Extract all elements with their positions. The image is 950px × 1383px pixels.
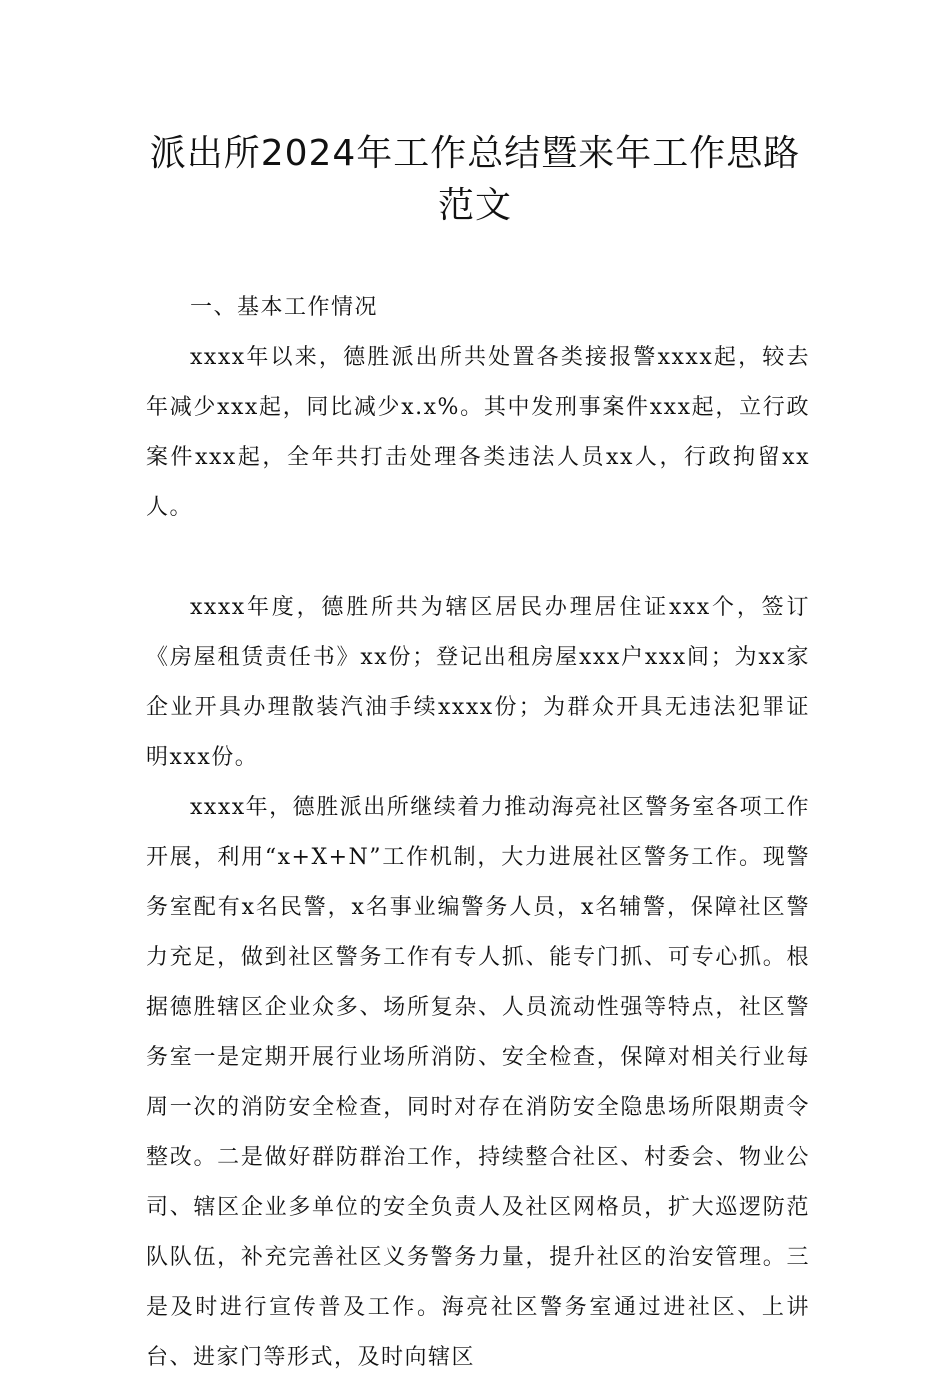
paragraph-gap — [146, 533, 810, 583]
section-heading: 一、基本工作情况 — [190, 295, 379, 320]
paragraph: xxxx年以来，德胜派出所共处置各类接报警xxxx起，较去年减少xxx起，同比减少x.x%。其中发刑事案件xxx起，立行政案件xxx起，全年共打击处理各类违法人员xx人，行政拘留xx人。 — [146, 345, 810, 520]
paragraph: xxxx年度，德胜所共为辖区居民办理居住证xxx个，签订《房屋租赁责任书》xx份；登记出租房屋xxx户xxx间；为xx家企业开具办理散装汽油手续xxxx份；为群众开具无违法犯罪证明xxx份。 — [146, 595, 810, 770]
document-title: 派出所2024年工作总结暨来年工作思路范文 — [149, 133, 801, 226]
paragraph: xxxx年，德胜派出所继续着力推动海亮社区警务室各项工作开展，利用“x+X+N”工作机制，大力进展社区警务工作。现警务室配有x名民警，x名事业编警务人员，x名辅警，保障社区警力充足，做到社区警务工作有专人抓、能专门抓、可专心抓。根据德胜辖区企业众多、场所复杂、人员流动性强等特点，社区警务室一是定期开展行业场所消防、安全检查，保障对相关行业每周一次的消防安全检查，同时对存在消防安全隐患场所限期责令整改。二是做好群防群治工作，持续整合社区、村委会、物业公司、辖区企业多单位的安全负责人及社区网格员，扩大巡逻防范队队伍，补充完善社区义务警务力量，提升社区的治安管理。三是及时进行宣传普及工作。海亮社区警务室通过进社区、上讲台、进家门等形式，及时向辖区 — [146, 795, 810, 1370]
document-body — [146, 283, 810, 1383]
